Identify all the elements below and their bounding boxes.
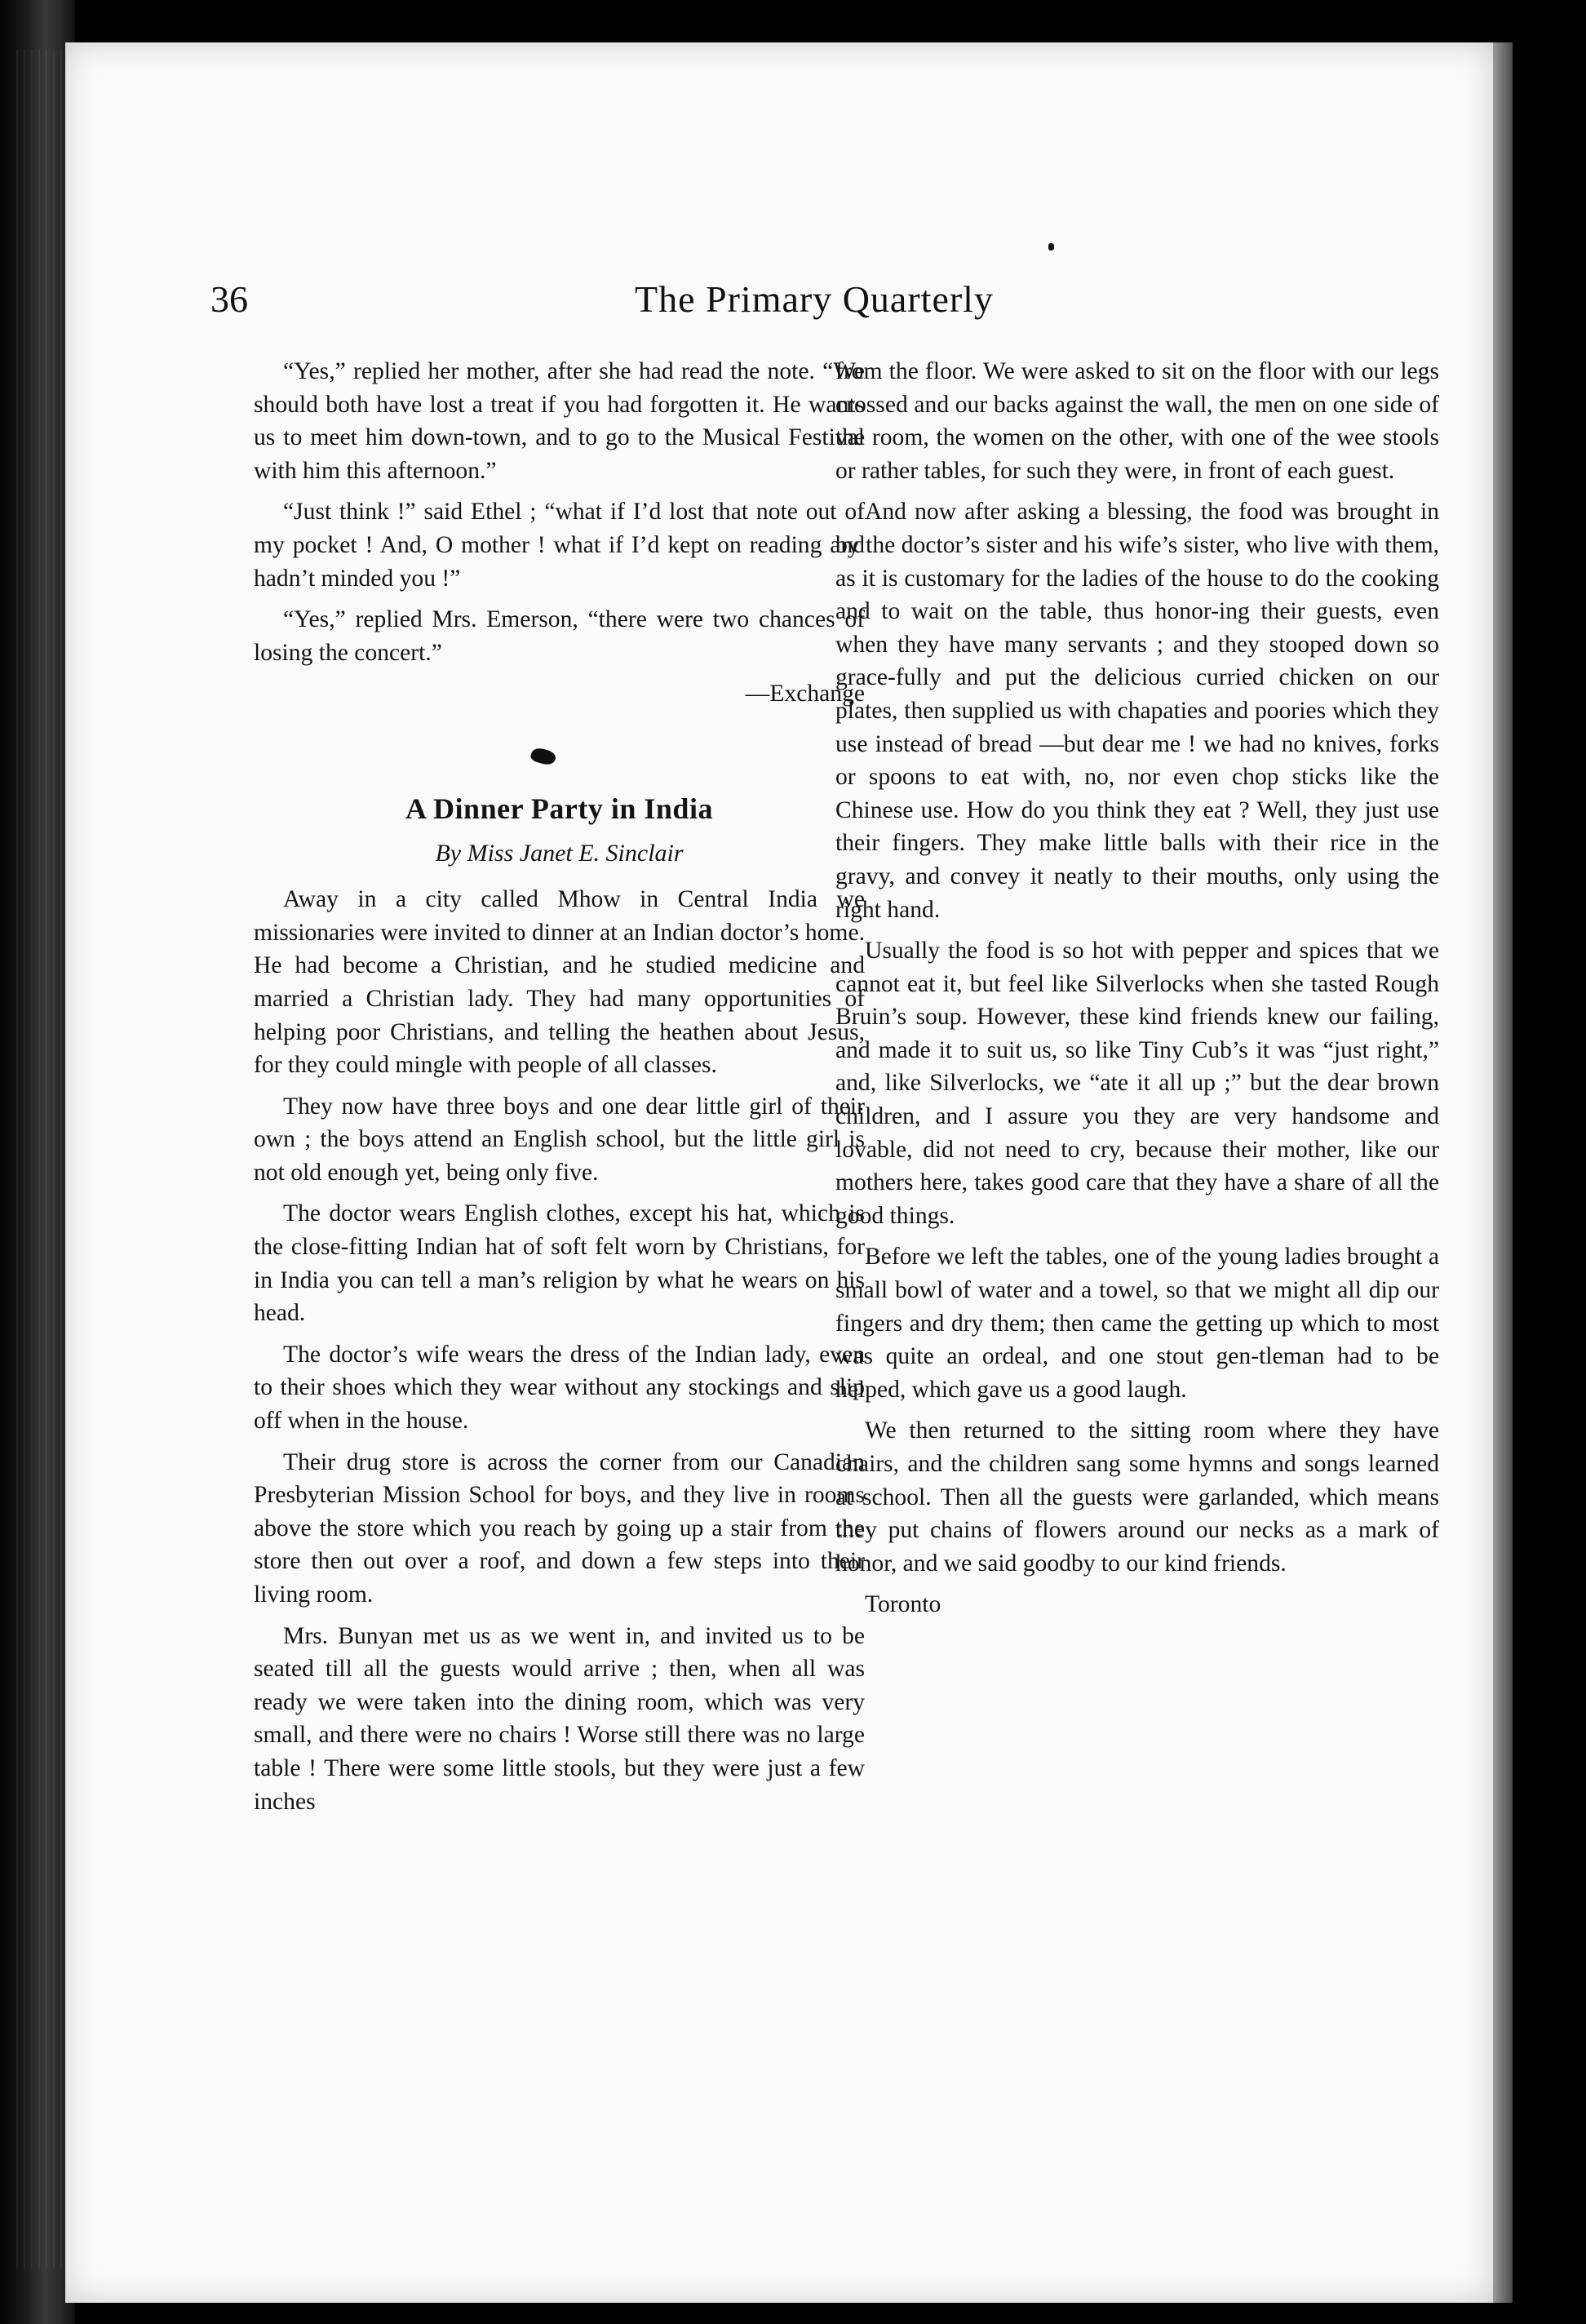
article-paragraph-2: They now have three boys and one dear little girl of their own ; the boys attend an English school, but the little girl is not old enough yet, being only five. xyxy=(254,1093,865,1186)
ink-speck xyxy=(1048,243,1054,251)
intro-paragraph-1: “Yes,” replied her mother, after she had read the note. “We should both have lost a treat if you had forgotten it. He wants us to meet him down-town, and to go to the Musical Festival with him this afternoon.” xyxy=(254,358,865,484)
right-column xyxy=(835,355,1439,1630)
article-paragraph-3: The doctor wears English clothes, except his hat, which is the close-fitting Indian hat of soft felt worn by Christians, for in India you can tell a man’s religion by what he wears on his head. xyxy=(254,1200,865,1327)
leaf-ornament-icon xyxy=(254,740,865,760)
signoff-location: Toronto xyxy=(865,1591,941,1618)
page-number: 36 xyxy=(210,278,248,320)
article-paragraph-8: Usually the food is so hot with pepper and spices that we cannot eat it, but feel like Silverlocks when she tasted Rough Bruin’s soup. However, these kind friends knew our failing, and made it to suit us, so like Tiny Cub’s it was “just right,” and, like Silverlocks, we “ate it all up ;” but the dear brown children, and I assure you they are very handsome and lovable, did not need to cry, because their mother, like our mothers here, takes good care that they have a share of all the good things. xyxy=(835,938,1439,1229)
intro-paragraph-2: “Just think !” said Ethel ; “what if I’d lost that note out of my pocket ! And, O mother ! what if I’d kept on reading and hadn’t minded you !” xyxy=(254,499,865,592)
binding-page-edges xyxy=(16,49,65,2269)
article-paragraph-4: The doctor’s wife wears the dress of the Indian lady, even to their shoes which they wear without any stockings and slip off when in the house. xyxy=(254,1341,865,1435)
article-paragraph-9: Before we left the tables, one of the young ladies brought a small bowl of water and a towel, so that we might all dip our fingers and dry them; then came the getting up which to most was quite an ordeal, and one stout gen-tleman had to be helped, which gave us a good laugh. xyxy=(835,1244,1439,1403)
running-title: The Primary Quarterly xyxy=(635,278,994,320)
article-title: A Dinner Party in India xyxy=(405,792,713,825)
article-byline: By Miss Janet E. Sinclair xyxy=(435,839,684,867)
page-edge-shadow xyxy=(1493,42,1513,2303)
book-page xyxy=(65,42,1493,2303)
book-binding xyxy=(0,0,75,2324)
intro-paragraph-3: “Yes,” replied Mrs. Emerson, “there were two chances of losing the concert.” xyxy=(254,606,865,666)
attribution: —Exchange xyxy=(745,681,865,707)
article-paragraph-6: Mrs. Bunyan met us as we went in, and invited us to be seated till all the guests would arrive ; then, when all was ready we were taken into the dining room, which was very small, and there were no chairs ! Worse still there was no large table ! There were some little stools, but they were just a few inches xyxy=(254,1622,865,1815)
page-header xyxy=(65,277,1493,335)
article-paragraph-1: Away in a city called Mhow in Central India we missionaries were invited to dinner at an Indian doctor’s home. He had become a Christian, and he studied medicine and married a Christian lady. They had many opportunities of helping poor Christians, and telling the heathen about Jesus, for they could mingle with people of all classes. xyxy=(254,886,865,1079)
article-paragraph-7: And now after asking a blessing, the food was brought in by the doctor’s sister and his wife’s sister, who live with them, as it is customary for the ladies of the house to do the cooking and to wait on the table, thus honor-ing their guests, even when they have many servants ; and they stooped down so grace-fully and put the delicious curried chicken on our plates, then supplied us with chapaties and poories which they use instead of bread —but dear me ! we had no knives, forks or spoons to eat with, no, nor even chop sticks like the Chinese use. How do you think they eat ? Well, they just use their fingers. They make little balls with their rice in the gravy, and convey it neatly to their mouths, only using the right hand. xyxy=(835,499,1439,923)
left-column xyxy=(254,355,865,1826)
article-paragraph-5: Their drug store is across the corner from our Canadian Presbyterian Mission School for boys, and they live in rooms above the store which you reach by going up a stair from the store then out over a roof, and down a few steps into their living room. xyxy=(254,1448,865,1608)
continued-paragraph: from the floor. We were asked to sit on the floor with our legs crossed and our backs against the wall, the men on one side of the room, the women on the other, with one of the wee stools or rather tables, for such they were, in front of each guest. xyxy=(835,358,1439,484)
article-paragraph-10: We then returned to the sitting room where they have chairs, and the children sang some hymns and songs learned at school. Then all the guests were garlanded, which means they put chains of flowers around our necks as a mark of honor, and we said goodby to our kind friends. xyxy=(835,1417,1439,1577)
